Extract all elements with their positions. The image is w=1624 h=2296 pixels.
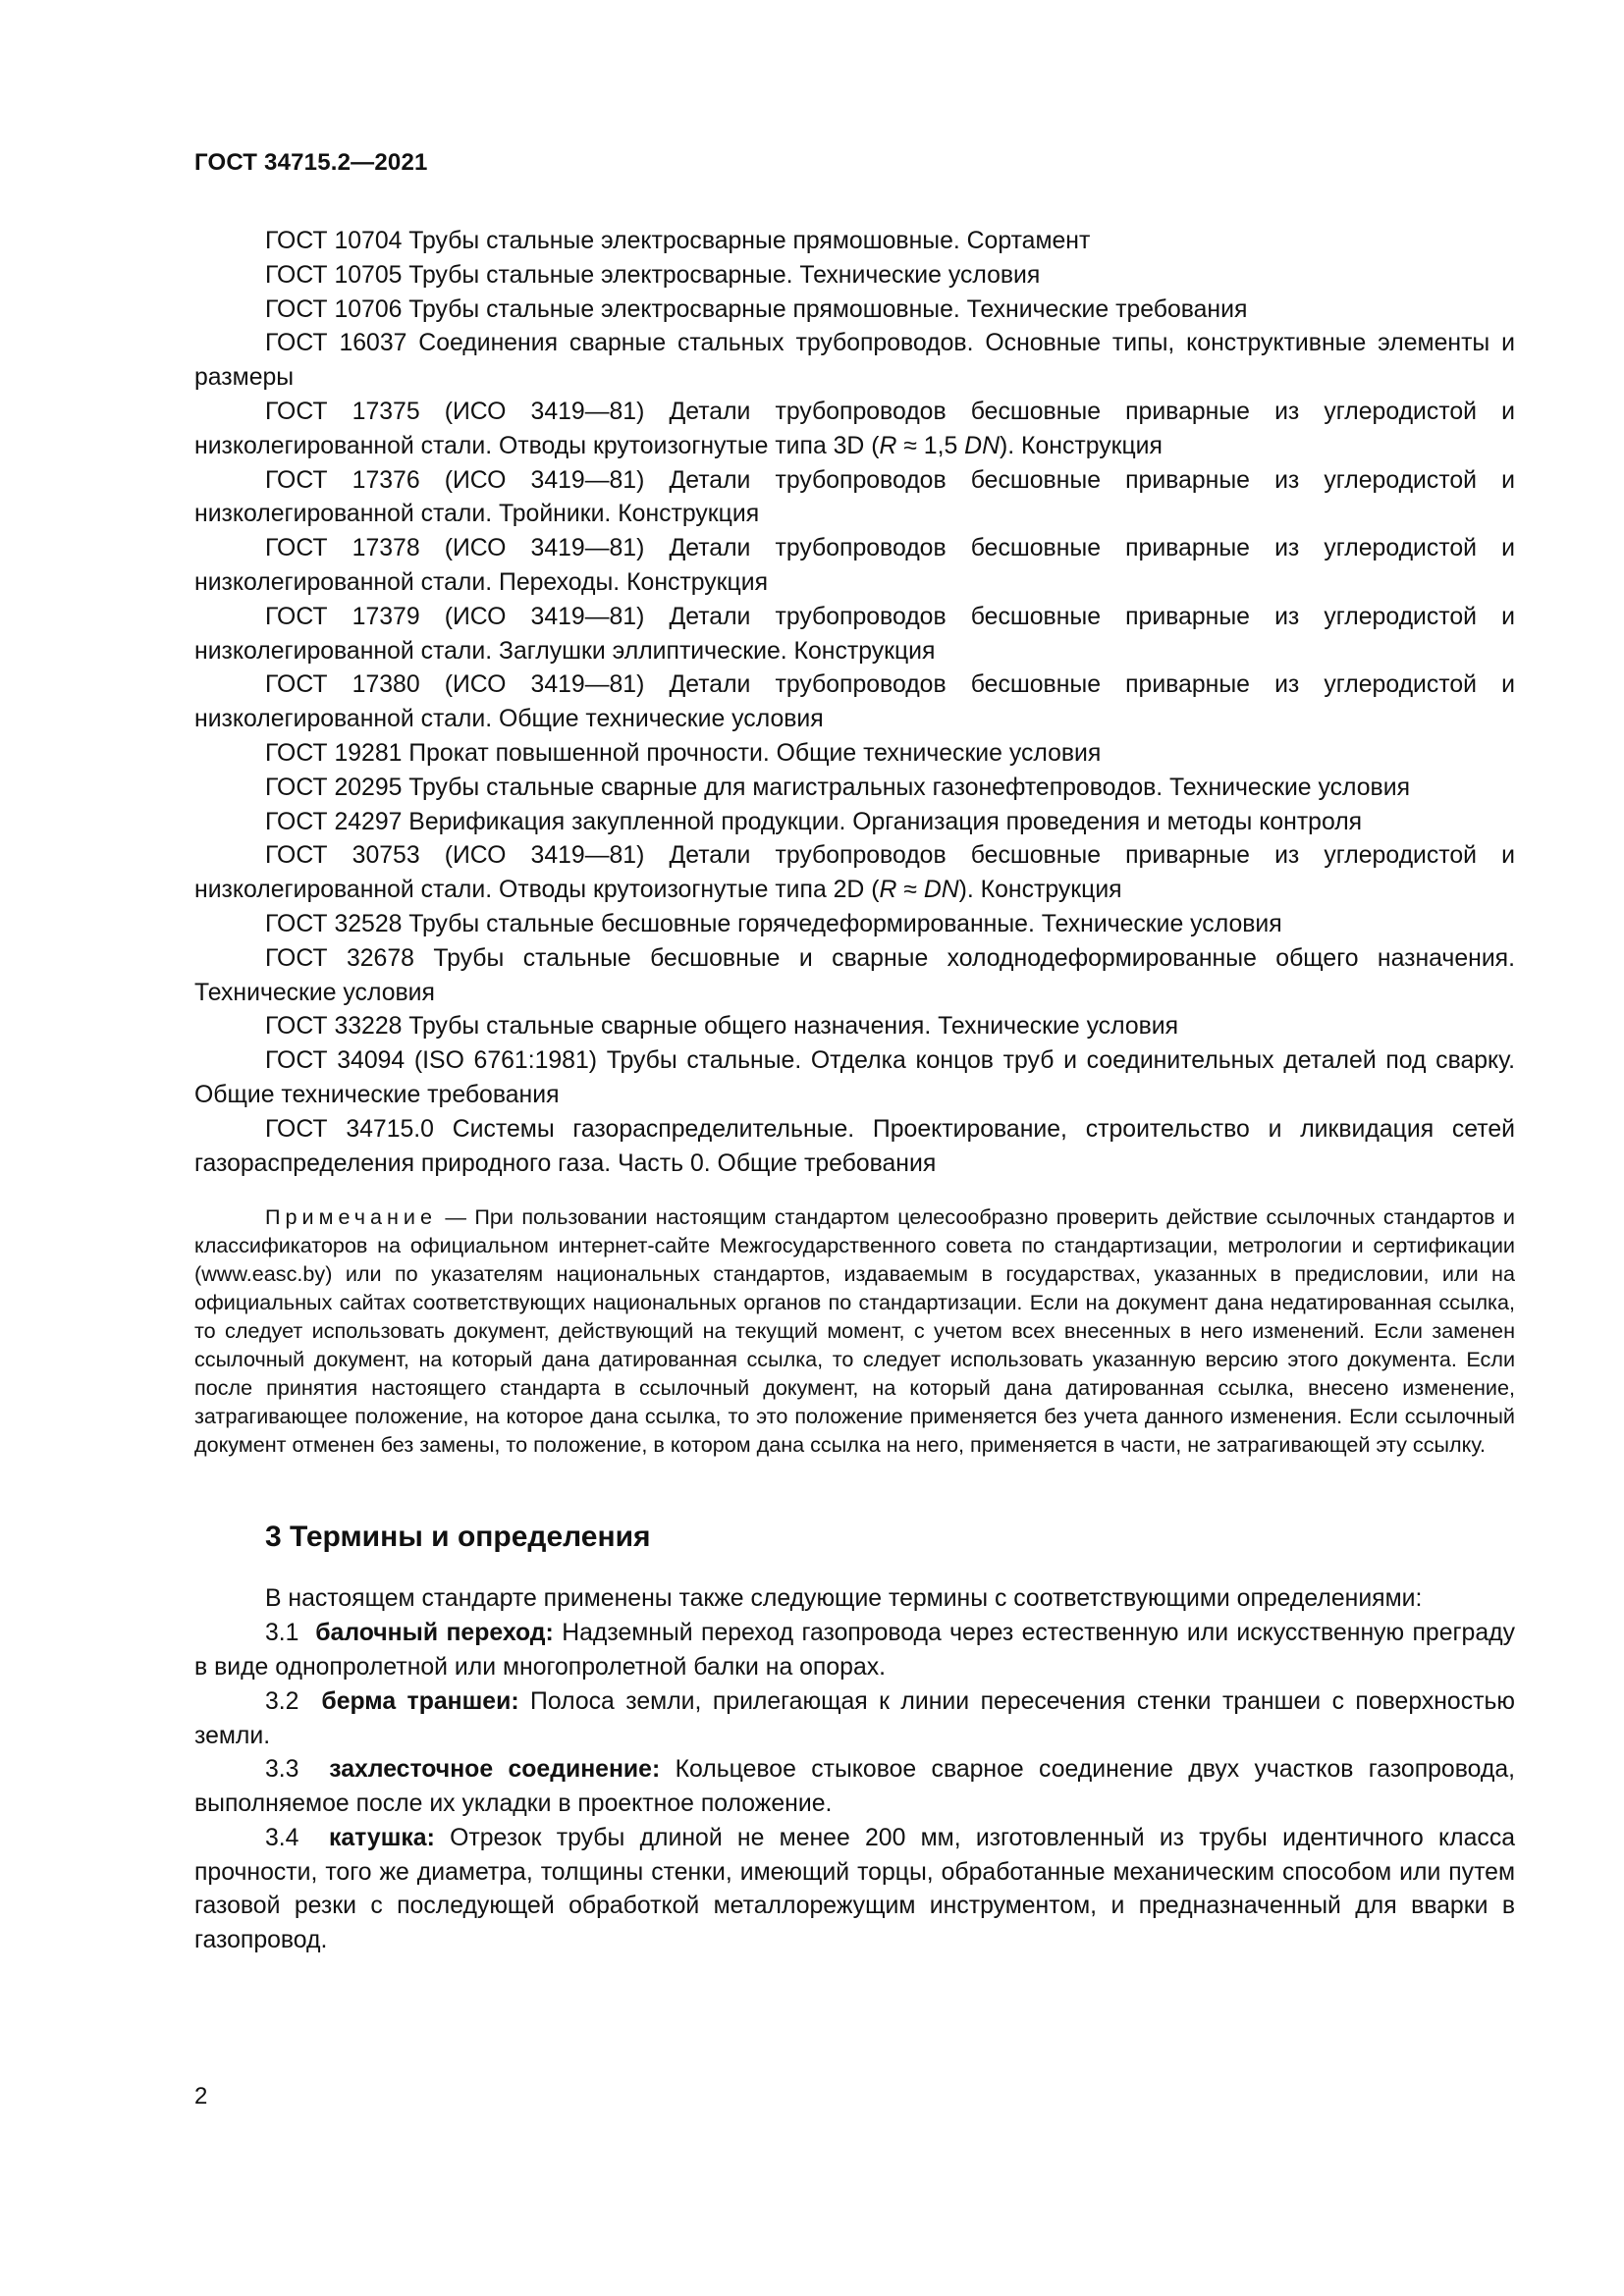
section-title: 3 Термины и определения	[265, 1521, 651, 1554]
reference-item: ГОСТ 17379 (ИСО 3419—81) Детали трубопроводов бесшовные приварные из углеродистой и низколегированной стали. Заглушки эллиптические. Конструкция	[194, 603, 1515, 665]
term-name: балочный переход:	[315, 1620, 554, 1647]
normative-references-list	[194, 225, 1515, 1181]
page-number: 2	[194, 2083, 208, 2109]
term-definition: Надземный переход газопровода через естественную или искусственную преграду в виде однопролетной или многопролетной балки на опорах.	[194, 1620, 1515, 1681]
term-name: захлесточное соединение:	[329, 1756, 661, 1784]
reference-item: ГОСТ 17376 (ИСО 3419—81) Детали трубопроводов бесшовные приварные из углеродистой и низколегированной стали. Тройники. Конструкция	[194, 466, 1515, 528]
reference-item: ГОСТ 19281 Прокат повышенной прочности. Общие технические условия	[265, 739, 1102, 767]
note-text: — При пользовании настоящим стандартом целесообразно проверить действие ссылочных стандартов и классификаторов на официальном интернет-сайте Межгосударственного совета по стандартизации, метрологии и сертификации (www.easc.by) или по указателям национальных стандартов, издаваемым в государствах, указанных в предисловии, или на официальных сайтах соответствующих национальных органов по стандартизации. Если на документ дана недатированная ссылка, то следует использовать документ, действующий на текущий момент, с учетом всех внесенных в него изменений. Если заменен ссылочный документ, на который дана датированная ссылка, то следует использовать указанную версию этого документа. Если после принятия настоящего стандарта в ссылочный документ, на который дана датированная ссылка, внесено изменение, затрагивающее положение, на которое дана ссылка, то это положение применяется без учета данного изменения. Если ссылочный документ отменен без замены, то положение, в котором дана ссылка на него, применяется в части, не затрагивающей эту ссылку.	[194, 1204, 1515, 1458]
references-note	[194, 1202, 1515, 1459]
term-definition: Кольцевое стыковое сварное соединение двух участков газопровода, выполняемое после их укладки в проектное положение.	[194, 1756, 1516, 1818]
note-label: Примечание	[265, 1204, 437, 1230]
section-intro: В настоящем стандарте применены также следующие термины с соответствующими определениями:	[265, 1585, 1423, 1613]
reference-item: ГОСТ 17375 (ИСО 3419—81) Детали трубопроводов бесшовные приварные из углеродистой и низколегированной стали. Отводы крутоизогнутые типа 3D (R ≈ 1,5 DN). Конструкция	[194, 398, 1515, 459]
reference-item: ГОСТ 10706 Трубы стальные электросварные прямошовные. Технические требования	[265, 295, 1248, 323]
reference-item: ГОСТ 10705 Трубы стальные электросварные. Технические условия	[265, 261, 1041, 289]
term-item: 3.4 катушка: Отрезок трубы длиной не менее 200 мм, изготовленный из трубы идентичного класса прочности, того же диаметра, толщины стенки, имеющий торцы, обработанные механическим способом или путем газовой резки с последующей обработкой металлорежущим инструментом, и предназначенный для вварки в газопровод.	[194, 1824, 1516, 1954]
term-item: 3.3 захлесточное соединение: Кольцевое стыковое сварное соединение двух участков газопровода, выполняемое после их укладки в проектное положение.	[194, 1756, 1516, 1818]
page-content	[194, 225, 1515, 1958]
reference-item: ГОСТ 16037 Соединения сварные стальных трубопроводов. Основные типы, конструктивные элементы и размеры	[194, 330, 1515, 392]
reference-item: ГОСТ 34094 (ISO 6761:1981) Трубы стальные. Отделка концов труб и соединительных деталей под сварку. Общие технические требования	[194, 1047, 1515, 1108]
term-item: 3.1 балочный переход: Надземный переход газопровода через естественную или искусственную преграду в виде однопролетной или многопролетной балки на опорах.	[194, 1620, 1515, 1681]
term-item: 3.2 берма траншеи: Полоса земли, прилегающая к линии пересечения стенки траншеи с поверхностью земли.	[194, 1687, 1516, 1749]
reference-item: ГОСТ 33228 Трубы стальные сварные общего назначения. Технические условия	[265, 1013, 1179, 1041]
term-definition: Полоса земли, прилегающая к линии пересечения стенки траншеи с поверхностью земли.	[194, 1687, 1516, 1749]
terms-list	[194, 1617, 1515, 1958]
reference-item: ГОСТ 10704 Трубы стальные электросварные прямошовные. Сортамент	[265, 228, 1091, 254]
document-header: ГОСТ 34715.2—2021	[194, 149, 428, 176]
term-definition: Отрезок трубы длиной не менее 200 мм, изготовленный из трубы идентичного класса прочности, того же диаметра, толщины стенки, имеющий торцы, обработанные механическим способом или путем газовой резки с последующей обработкой металлорежущим инструментом, и предназначенный для вварки в газопровод.	[194, 1824, 1516, 1954]
reference-item: ГОСТ 30753 (ИСО 3419—81) Детали трубопроводов бесшовные приварные из углеродистой и низколегированной стали. Отводы крутоизогнутые типа 2D (R ≈ DN). Конструкция	[194, 842, 1515, 904]
reference-item: ГОСТ 17378 (ИСО 3419—81) Детали трубопроводов бесшовные приварные из углеродистой и низколегированной стали. Переходы. Конструкция	[194, 535, 1515, 596]
reference-item: ГОСТ 32528 Трубы стальные бесшовные горячедеформированные. Технические условия	[265, 910, 1282, 937]
term-name: катушка:	[328, 1824, 435, 1851]
reference-item: ГОСТ 32678 Трубы стальные бесшовные и сварные холоднодеформированные общего назначения. Технические условия	[194, 944, 1515, 1006]
reference-item: ГОСТ 34715.0 Системы газораспределительные. Проектирование, строительство и ликвидация сетей газораспределения природного газа. Часть 0. Общие требования	[194, 1115, 1515, 1177]
reference-item: ГОСТ 17380 (ИСО 3419—81) Детали трубопроводов бесшовные приварные из углеродистой и низколегированной стали. Общие технические условия	[194, 671, 1515, 733]
reference-item: ГОСТ 20295 Трубы стальные сварные для магистральных газонефтепроводов. Технические условия	[265, 774, 1410, 801]
term-name: берма траншеи:	[321, 1687, 519, 1715]
reference-item: ГОСТ 24297 Верификация закупленной продукции. Организация проведения и методы контроля	[265, 808, 1363, 835]
